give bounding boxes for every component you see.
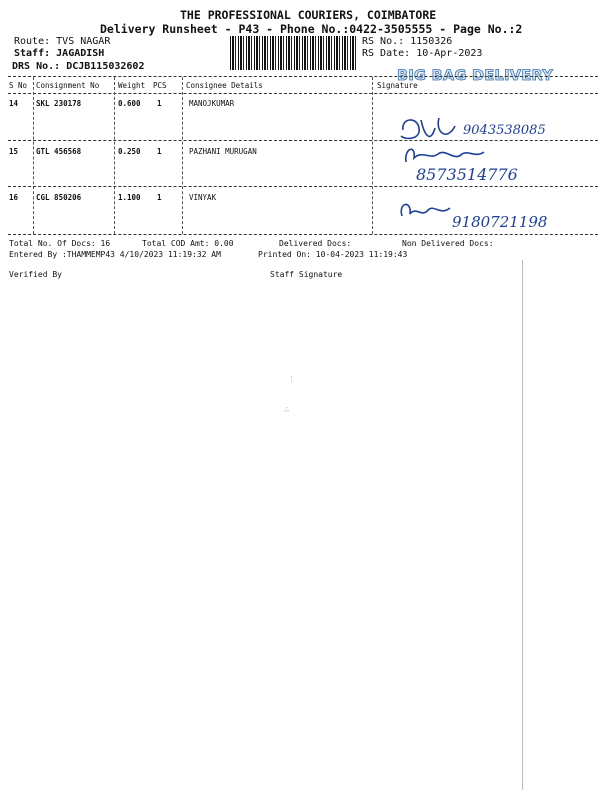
col-consignment: Consignment No	[36, 81, 100, 90]
scan-speck: ⁝	[290, 375, 293, 385]
col-signature: Signature	[377, 81, 418, 90]
handwritten-phone-16: 9180721198	[452, 213, 548, 231]
col-weight: Weight	[118, 81, 146, 90]
row-pcs: 1	[157, 147, 162, 156]
col-sep	[372, 77, 373, 234]
rs-no-value: 1150326	[410, 36, 453, 47]
verified-by: Verified By	[9, 270, 62, 279]
col-sep	[33, 77, 34, 234]
entered-by: Entered By :THAMMEMP43 4/10/2023 11:19:32 AM	[9, 250, 221, 259]
handwritten-phone-15: 8573514776	[416, 165, 518, 184]
row-rule	[8, 186, 598, 187]
row-weight: 0.250	[118, 147, 141, 156]
drs-value: DCJB115032602	[66, 61, 145, 72]
drs-label: DRS No.:	[12, 61, 61, 72]
printed-on: Printed On: 10-04-2023 11:19:43	[258, 250, 408, 259]
non-delivered-docs: Non Delivered Docs:	[402, 239, 494, 248]
total-docs: Total No. Of Docs: 16	[9, 239, 111, 248]
row-pcs: 1	[157, 193, 162, 202]
barcode	[230, 36, 358, 70]
col-consignee: Consignee Details	[186, 81, 263, 90]
route-line	[14, 36, 110, 47]
scan-edge-line	[522, 260, 523, 790]
row-consignee: VINYAK	[189, 193, 217, 202]
row-consignment: SKL 230178	[36, 99, 82, 108]
rs-date-value: 10-Apr-2023	[416, 48, 483, 59]
route-label: Route:	[14, 36, 51, 47]
row-consignee: MANOJKUMAR	[189, 99, 235, 108]
row-sno: 16	[9, 193, 19, 202]
big-bag-delivery-stamp: BIG BAG DELIVERY	[397, 68, 553, 84]
col-sno: S No	[9, 81, 28, 90]
row-sno: 14	[9, 99, 19, 108]
company-title: THE PROFESSIONAL COURIERS, COIMBATORE	[180, 8, 437, 22]
row-consignee: PAZHANI MURUGAN	[189, 147, 257, 156]
rs-date-label: RS Date:	[362, 48, 411, 59]
rs-date-line	[362, 48, 482, 59]
col-sep	[114, 77, 115, 234]
col-sep	[182, 77, 183, 234]
row-pcs: 1	[157, 99, 162, 108]
drs-line	[12, 61, 144, 72]
table-rule-bottom	[8, 234, 598, 235]
delivered-docs: Delivered Docs:	[279, 239, 352, 248]
signature-row-16	[396, 196, 456, 226]
signature-row-15	[400, 140, 490, 168]
staff-line	[14, 48, 104, 59]
header-rule-bottom	[8, 93, 598, 94]
row-rule	[8, 140, 598, 141]
rs-no-label: RS No.:	[362, 36, 405, 47]
handwritten-phone-14: 9043538085	[463, 123, 546, 138]
row-consignment: CGL 850206	[36, 193, 82, 202]
header-rule-top	[8, 76, 598, 77]
route-value: TVS NAGAR	[56, 36, 111, 47]
row-weight: 1.100	[118, 193, 141, 202]
runsheet-line: Delivery Runsheet - P43 - Phone No.:0422-3505555 - Page No.:2	[100, 22, 523, 36]
total-cod: Total COD Amt: 0.00	[142, 239, 234, 248]
row-consignment: GTL 456568	[36, 147, 82, 156]
staff-signature-label: Staff Signature	[270, 270, 343, 279]
staff-value: JAGADISH	[56, 48, 105, 59]
col-pcs: PCS	[153, 81, 167, 90]
row-sno: 15	[9, 147, 19, 156]
row-weight: 0.600	[118, 99, 141, 108]
scan-speck: ∴	[284, 405, 290, 415]
staff-label: Staff:	[14, 48, 51, 59]
rs-no-line	[362, 36, 452, 47]
